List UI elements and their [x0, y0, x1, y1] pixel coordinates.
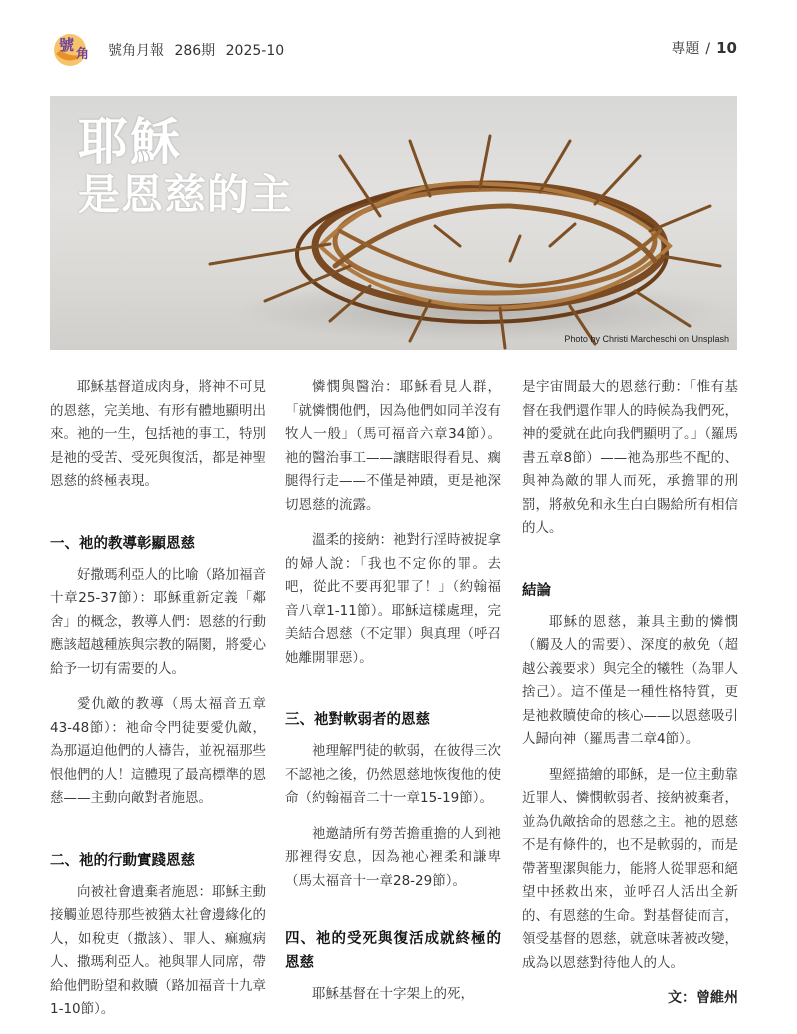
- section-heading-4: 四、祂的受死與復活成就終極的恩慈: [285, 931, 501, 971]
- section-label: [671, 38, 737, 58]
- section-heading-1: 一、祂的教導彰顯恩慈: [50, 535, 195, 552]
- section-heading-2: 二、祂的行動實踐恩慈: [50, 852, 195, 869]
- intro-paragraph: 耶穌基督道成肉身，將神不可見的恩慈，完美地、有形有體地顯明出來。祂的一生，包括祂的事工，特別是祂的受苦、受死與復活，都是神聖恩慈的終極表現。: [50, 379, 266, 489]
- publication-name: 號角月報: [108, 43, 164, 59]
- author-byline: 文：曾維州: [668, 990, 738, 1006]
- paragraph: 祂邀請所有勞苦擔重擔的人到祂那裡得安息，因為祂心裡柔和謙卑（馬太福音十一章28-29節）。: [285, 825, 501, 889]
- paragraph: 聖經描繪的耶穌，是一位主動靠近罪人、憐憫軟弱者、接納被棄者，並為仇敵捨命的恩慈之主。祂的恩慈不是有條件的，也不是軟弱的，而是帶著聖潔與能力，能將人從罪惡和絕望中拯救出來，並呼召人活出全新的、有恩慈的生命。對基督徒而言，領受基督的恩慈，就意味著被改變，成為以恩慈對待他人的人。: [522, 766, 738, 971]
- page-header: [0, 0, 797, 90]
- svg-text:號: 號: [59, 36, 75, 54]
- issue-info: [108, 40, 290, 60]
- issue-number: 286期: [174, 43, 216, 59]
- paragraph: 耶穌的恩慈，兼具主動的憐憫（觸及人的需要）、深度的赦免（超越公義要求）與完全的犧牲（為罪人捨己）。這不僅是一種性格特質，更是祂救贖使命的核心——以恩慈吸引人歸向神（羅馬書二章4節）。: [522, 613, 738, 747]
- title-line-2: 是恩慈的主: [78, 169, 294, 219]
- paragraph: 向被社會遺棄者施恩：耶穌主動接觸並恩待那些被猶太社會邊緣化的人，如稅吏（撒該）、罪人、痲瘋病人、撒瑪利亞人。祂與罪人同席，帶給他們盼望和救贖（路加福音十九章1-10節）。: [50, 883, 266, 1017]
- svg-text:角: 角: [76, 47, 90, 62]
- article-column-2: [285, 376, 501, 1019]
- paragraph: 耶穌基督在十字架上的死，: [312, 986, 474, 1002]
- paragraph: 是宇宙間最大的恩慈行動：「惟有基督在我們還作罪人的時候為我們死，神的愛就在此向我們顯明了。」（羅馬書五章8節）——祂為那些不配的、與神為敵的罪人而死，承擔罪的刑罰，將赦免和永生白白賜給所有相信的人。: [522, 379, 738, 536]
- hero-image: [50, 96, 737, 350]
- page-number: 10: [716, 39, 737, 57]
- paragraph: 好撒瑪利亞人的比喻（路加福音十章25-37節）：耶穌重新定義「鄰舍」的概念，教導人們：恩慈的行動應該超越種族與宗教的隔閡，將愛心給予一切有需要的人。: [50, 566, 266, 677]
- article-title: [78, 113, 294, 219]
- photo-credit: Photo by Christi Marcheschi on Unsplash: [564, 334, 729, 344]
- section-heading-conclusion: 結論: [522, 582, 551, 599]
- section-separator: /: [705, 41, 711, 57]
- paragraph: 愛仇敵的教導（馬太福音五章43-48節）：祂命令門徒要愛仇敵，為那逼迫他們的人禱告，並祝福那些恨他們的人！這體現了最高標準的恩慈——主動向敵對者施恩。: [50, 696, 266, 806]
- paragraph: 祂理解門徒的軟弱，在彼得三次不認祂之後，仍然恩慈地恢復他的使命（約翰福音二十一章15-19節）。: [285, 743, 501, 806]
- issue-date: 2025-10: [225, 43, 285, 59]
- paragraph: 溫柔的接納：祂對行淫時被捉拿的婦人說：「我也不定你的罪。去吧，從此不要再犯罪了！」（約翰福音八章1-11節）。耶穌這樣處理，完美結合恩慈（不定罪）與真理（呼召她離開罪惡）。: [285, 532, 501, 666]
- article-column-1: [50, 376, 266, 1034]
- publication-logo: [50, 28, 98, 68]
- title-line-1: 耶穌: [78, 113, 182, 171]
- article-column-3: [522, 376, 738, 1011]
- section-heading-3: 三、祂對軟弱者的恩慈: [285, 712, 430, 728]
- paragraph: 憐憫與醫治：耶穌看見人群，「就憐憫他們，因為他們如同羊沒有牧人一般」（馬可福音六章34節）。祂的醫治事工——讓瞎眼得看見、瘸腿得行走——不僅是神蹟，更是祂深切恩慈的流露。: [285, 379, 501, 513]
- section-name: 專題: [671, 41, 700, 57]
